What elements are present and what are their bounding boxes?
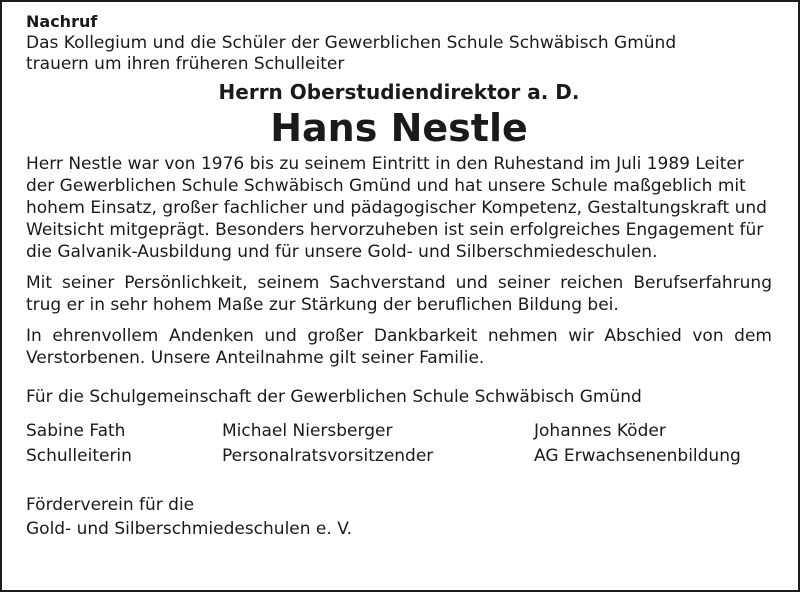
intro-text [26, 33, 772, 75]
paragraph-personality: Mit seiner Persönlichkeit, seinem Sachverstand und seiner reichen Berufserfahrung trug er in sehr hohem Maße zur Stärkung der beruflichen Bildung bei. [26, 273, 772, 315]
signatory-name: Sabine Fath [26, 421, 126, 441]
notice-heading: Nachruf [26, 12, 98, 31]
paragraph-farewell: In ehrenvollem Andenken und großer Dankbarkeit nehmen wir Abschied von dem Verstorbenen. Unsere Anteilnahme gilt seiner Familie. [26, 326, 772, 368]
signatory-role: Personalratsvorsitzender [222, 446, 434, 466]
intro-line-2: trauern um ihren früheren Schulleiter [26, 54, 345, 74]
school-community-line: Für die Schulgemeinschaft der Gewerblichen Schule Schwäbisch Gmünd [26, 387, 642, 407]
signatory-role: Schulleiterin [26, 446, 132, 466]
signatories [26, 419, 772, 469]
deceased-name: Hans Nestle [270, 106, 528, 150]
paragraph-career: Herr Nestle war von 1976 bis zu seinem Eintritt in den Ruhestand im Juli 1989 Leiter der Gewerblichen Schule Schwäbisch Gmünd und hat unsere Schule maßgeblich mit hohem Einsatz, großer fachlicher und pädagogischer Kompetenz, Gestaltungskraft und Weitsicht mitgeprägt. Besonders hervorzuheben ist sein erfolgreiches Engagement für die Galvanik-Ausbildung und für unsere Gold- und Silberschmiedeschulen. [26, 154, 767, 262]
signatory-role: AG Erwachsenenbildung [534, 446, 741, 466]
intro-line-1: Das Kollegium und die Schüler der Gewerblichen Schule Schwäbisch Gmünd [26, 33, 677, 53]
signatory-name: Michael Niersberger [222, 421, 393, 441]
association-line-1: Förderverein für die [26, 495, 195, 515]
association-line-2: Gold- und Silberschmiedeschulen e. V. [26, 519, 353, 539]
deceased-title: Herrn Oberstudiendirektor a. D. [218, 80, 580, 104]
signatory-name: Johannes Köder [534, 421, 666, 441]
association-signature [26, 493, 772, 541]
